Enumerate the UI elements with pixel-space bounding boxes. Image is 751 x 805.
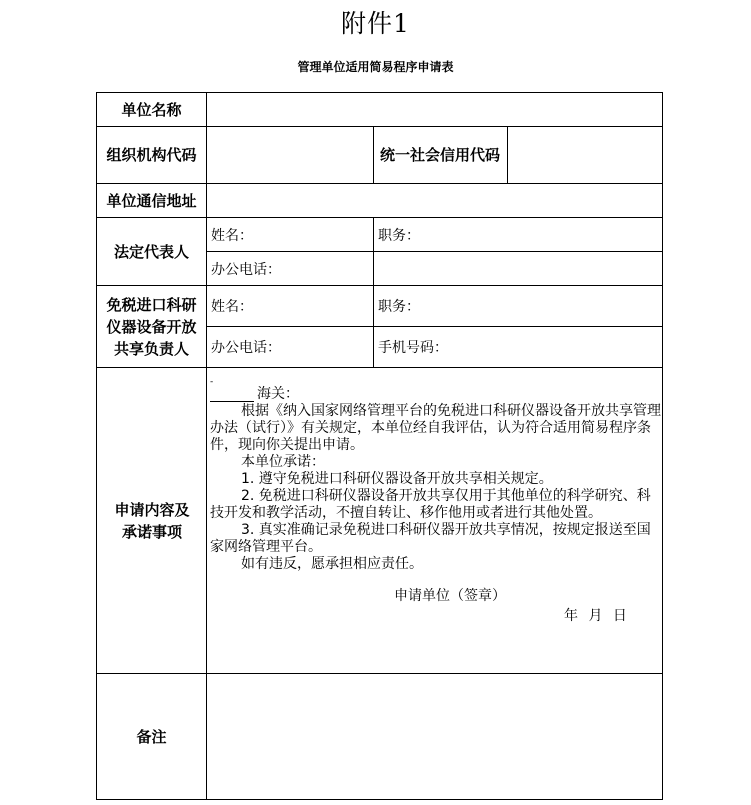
- application-content: [210, 378, 662, 625]
- remarks-label: 备注: [136, 728, 167, 746]
- legal-rep-label: 法定代表人: [113, 242, 189, 261]
- sharing-lead-mobile-field[interactable]: 手机号码：: [378, 340, 448, 356]
- application-label: 申请内容及承诺事项: [114, 500, 190, 541]
- commitment-intro: 本单位承诺：: [241, 454, 325, 470]
- application-paragraph: 根据《纳入国家网络管理平台的免税进口科研仪器设备开放共享管理办法（试行）》有关规定，本单位经自我评估，认为符合适用简易程序条件，现向你关提出申请。: [210, 403, 661, 453]
- commitment-item-2: 2. 免税进口科研仪器设备开放共享仅用于其他单位的科学研究、科技开发和教学活动，不擅自转让、移作他用或者进行其他处置。: [210, 488, 651, 521]
- legal-rep-phone-field[interactable]: 办公电话：: [211, 261, 281, 278]
- org-code-field[interactable]: [207, 127, 373, 183]
- sharing-lead-title-field[interactable]: 职务：: [378, 299, 420, 315]
- signature-line: 申请单位（签章）: [394, 588, 506, 604]
- sharing-lead-name-field[interactable]: 姓名：: [211, 299, 253, 315]
- attachment-heading: 附件1: [341, 9, 410, 38]
- customs-line: [210, 386, 662, 403]
- customs-text: 海关：: [257, 386, 299, 402]
- remarks-field[interactable]: [207, 674, 662, 799]
- commitment-item-1: 1. 遵守免税进口科研仪器设备开放共享相关规定。: [241, 471, 553, 487]
- credit-code-field[interactable]: [508, 127, 662, 183]
- unit-name-field[interactable]: [207, 93, 662, 126]
- date-line: 年 月 日: [564, 608, 627, 624]
- sharing-lead-label: 免税进口科研仪器设备开放共享负责人: [106, 295, 197, 358]
- legal-rep-name-field[interactable]: 姓名：: [211, 227, 253, 244]
- dash-mark: -: [210, 377, 214, 387]
- customs-blank[interactable]: [210, 386, 254, 402]
- column-divider: [373, 126, 374, 183]
- credit-code-label: 统一社会信用代码: [380, 146, 501, 164]
- commitment-item-3: 3. 真实准确记录免税进口科研仪器开放共享情况，按规定报送至国家网络管理平台。: [210, 522, 651, 555]
- violation-statement: 如有违反，愿承担相应责任。: [241, 556, 423, 572]
- address-label: 单位通信地址: [106, 191, 197, 210]
- org-code-label: 组织机构代码: [106, 146, 197, 164]
- column-divider: [373, 217, 374, 367]
- unit-name-label: 单位名称: [121, 100, 182, 119]
- address-field[interactable]: [207, 184, 662, 217]
- legal-rep-blank-field[interactable]: [378, 252, 660, 285]
- form-title: 管理单位适用简易程序申请表: [297, 60, 454, 74]
- sharing-lead-phone-field[interactable]: 办公电话：: [211, 340, 281, 356]
- legal-rep-title-field[interactable]: 职务：: [378, 227, 420, 244]
